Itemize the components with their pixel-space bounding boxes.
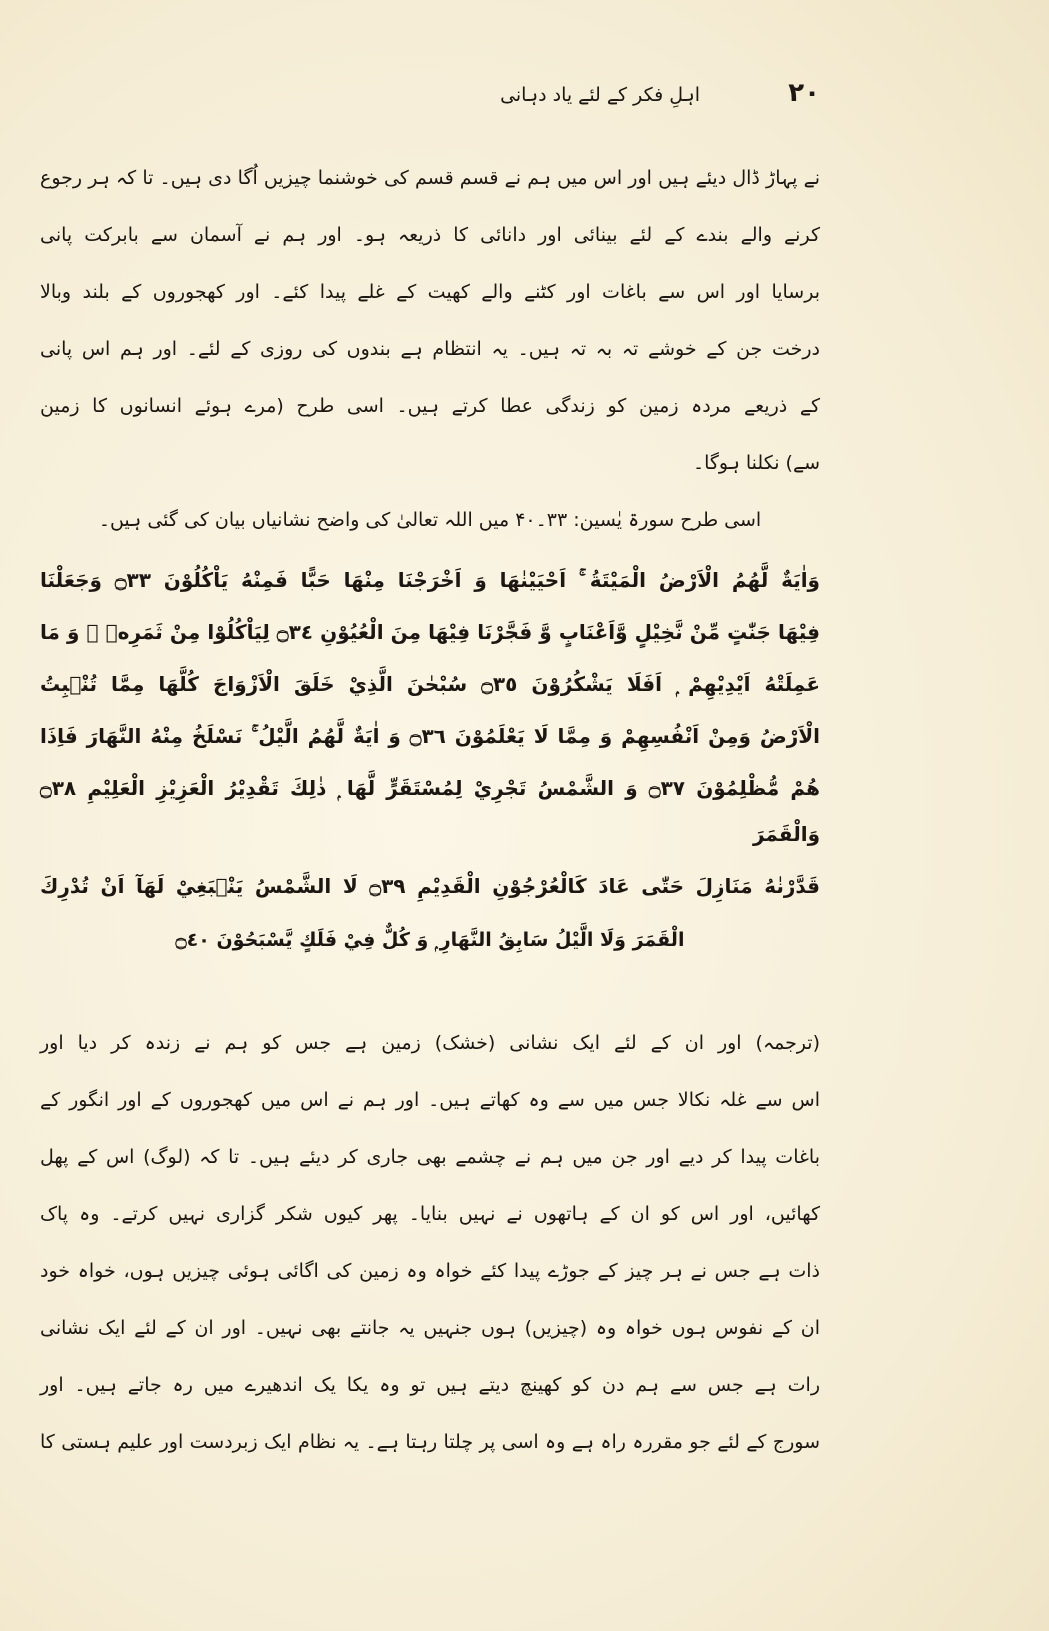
text-line: درخت جن کے خوشے تہ بہ تہ ہیں۔ یہ انتظام ہے بندوں کی روزی کے لئے۔ اور ہم اس پانی	[40, 338, 820, 360]
translation-line: اس سے غلہ نکالا جس میں سے وہ کھاتے ہیں۔ اور ہم نے اس میں کھجوروں کے اور انگور کے	[40, 1089, 820, 1111]
translation-line: ذات ہے جس نے ہر چیز کے جوڑے پیدا کئے خواہ وہ زمین کی اگائی ہوئی چیزیں ہوں، خواہ خود	[40, 1260, 820, 1282]
text-line: کرنے والے بندے کے لئے بینائی اور دانائی کا ذریعہ ہو۔ اور ہم نے آسمان سے بابرکت پانی	[40, 224, 820, 246]
translation-line: (ترجمہ) اور ان کے لئے ایک نشانی (خشک) زمین ہے جس کو ہم نے زندہ کر دیا اور	[40, 1032, 820, 1054]
page-header	[40, 78, 820, 118]
text-line: نے پہاڑ ڈال دیئے ہیں اور اس میں ہم نے قسم قسم کی خوشنما چیزیں اُگا دی ہیں۔ تا کہ ہر رجوع	[40, 167, 820, 189]
text-line: برسایا اور اس سے باغات اور کٹنے والے کھیت کے غلے پیدا کئے۔ اور کھجوروں کے بلند وبالا	[40, 281, 820, 303]
quran-verse-line: وَاٰيَةٌ لَّهُمُ الْاَرْضُ الْمَيْتَةُ ۚ اَحْيَيْنٰهَا وَ اَخْرَجْنَا مِنْهَا حَبًّا فَمِنْهُ يَاْكُلُوْنَ ۝٣٣ وَجَعَلْنَا	[40, 568, 820, 592]
translation-line: کھائیں، اور اس کو ان کے ہاتھوں نے نہیں بنایا۔ پھر کیوں شکر گزاری نہیں کرتے۔ وہ پاک	[40, 1203, 820, 1225]
quran-verse-line: فِيْهَا جَنّٰتٍ مِّنْ نَّخِيْلٍ وَّاَعْنَابٍ وَّ فَجَّرْنَا فِيْهَا مِنَ الْعُيُوْنِ ۝٣٤ لِيَاْكُلُوْا مِنْ ثَمَرِهٖ ۙ وَ مَا	[40, 620, 820, 644]
translation-line: باغات پیدا کر دیے اور جن میں ہم نے چشمے بھی جاری کر دیئے ہیں۔ تا کہ (لوگ) اس کے پھل	[40, 1146, 820, 1168]
quran-verse-line: الْاَرْضُ وَمِنْ اَنْفُسِهِمْ وَ مِمَّا لَا يَعْلَمُوْنَ ۝٣٦ وَ اٰيَةٌ لَّهُمُ الَّيْلُ ۚ نَسْلَخُ مِنْهُ النَّهَارَ فَاِذَا	[40, 724, 820, 748]
quran-verse-line: الْقَمَرَ وَلَا الَّيْلُ سَابِقُ النَّهَارِ ۭ وَ كُلٌّ فِيْ فَلَكٍ يَّسْبَحُوْنَ ۝٤٠	[175, 929, 685, 951]
quran-verse-line: قَدَّرْنٰهُ مَنَازِلَ حَتّٰى عَادَ كَالْعُرْجُوْنِ الْقَدِيْمِ ۝٣٩ لَا الشَّمْسُ يَنْۢبَغِيْ لَهَآ اَنْ تُدْرِكَ	[40, 874, 820, 898]
quran-verse-line: هُمْ مُّظْلِمُوْنَ ۝٣٧ وَ الشَّمْسُ تَجْرِيْ لِمُسْتَقَرٍّ لَّهَا ۭ ذٰلِكَ تَقْدِيْرُ الْعَزِيْزِ الْعَلِيْمِ ۝٣٨ وَالْقَمَرَ	[40, 776, 820, 846]
translation-line: سورج کے لئے جو مقررہ راہ ہے وہ اسی پر چلتا رہتا ہے۔ یہ نظام ایک زبردست اور علیم ہستی کا	[40, 1431, 820, 1453]
intro-line: اسی طرح سورۃ یٰسین: ۳۳۔۴۰ میں اللہ تعالیٰ کی واضح نشانیاں بیان کی گئی ہیں۔	[98, 509, 762, 531]
text-line: سے) نکلنا ہوگا۔	[692, 452, 820, 474]
text-line: کے ذریعے مردہ زمین کو زندگی عطا کرتے ہیں۔ اسی طرح (مرے ہوئے انسانوں کا زمین	[40, 395, 820, 417]
quran-verse-line: عَمِلَتْهُ اَيْدِيْهِمْ ۭ اَفَلَا يَشْكُرُوْنَ ۝٣٥ سُبْحٰنَ الَّذِيْ خَلَقَ الْاَزْوَاجَ كُلَّهَا مِمَّا تُنْۢبِتُ	[40, 672, 820, 696]
translation-line: رات ہے جس سے ہم دن کو کھینچ دیتے ہیں تو وہ یکا یک اندھیرے میں رہ جاتے ہیں۔ اور	[40, 1374, 820, 1396]
translation-line: ان کے نفوس ہوں خواہ وہ (چیزیں) ہوں جنہیں یہ جانتے بھی نہیں۔ اور ان کے لئے ایک نشانی	[40, 1317, 820, 1339]
page-number: ۲۰	[788, 78, 820, 108]
running-title: اہلِ فکر کے لئے یاد دہانی	[500, 84, 700, 106]
